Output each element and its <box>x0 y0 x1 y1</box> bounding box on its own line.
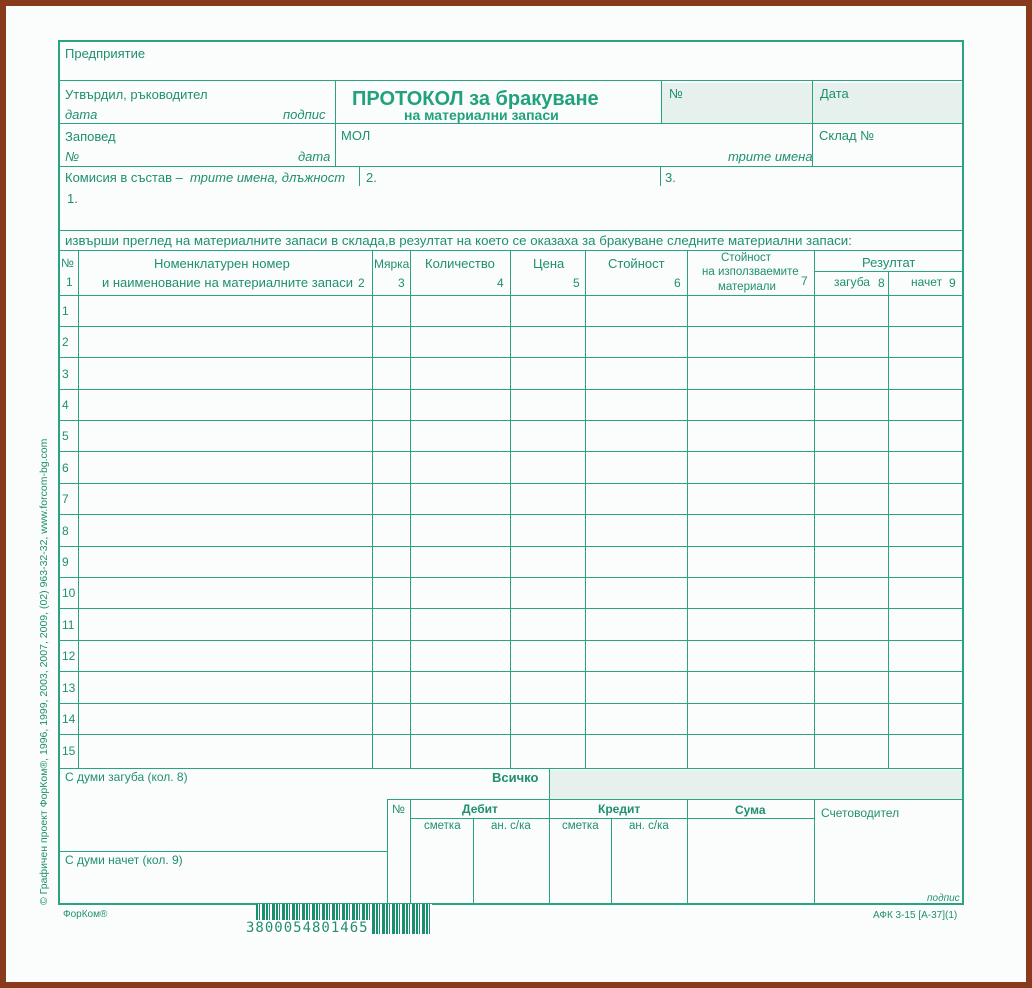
col-usable-value-header: Стойност <box>721 252 772 264</box>
col-value-number: 6 <box>674 276 681 290</box>
col-price-header: Цена <box>533 256 565 271</box>
order-number-label: № <box>65 149 80 164</box>
col-usable-value-number: 7 <box>801 274 808 288</box>
charge-in-words-label: С думи начет (кол. 9) <box>65 853 183 867</box>
credit-analytic-label: ан. с/ка <box>629 820 669 832</box>
accounting-no-label: № <box>392 802 405 816</box>
row-number: 8 <box>62 524 69 538</box>
document-subtitle: на материални запаси <box>404 107 559 123</box>
col-value-header: Стойност <box>608 256 665 271</box>
row-number: 7 <box>62 492 69 506</box>
col-result-header: Резултат <box>862 255 916 270</box>
row-number: 14 <box>62 712 76 726</box>
col-name-number: 2 <box>358 276 365 290</box>
col-unit-number: 3 <box>398 276 405 290</box>
row-number: 4 <box>62 398 69 412</box>
debit-label: Дебит <box>462 802 498 816</box>
order-label: Заповед <box>65 129 116 144</box>
col-usable-value-header-2: на използваемите <box>702 266 799 278</box>
row-number: 10 <box>62 586 76 600</box>
col-name-header: Номенклатурен номер <box>154 256 290 271</box>
row-number: 6 <box>62 461 69 475</box>
row-number: 12 <box>62 649 76 663</box>
warehouse-label: Склад № <box>819 128 875 143</box>
col-no-number: 1 <box>66 275 73 289</box>
accountant-signature-label: подпис <box>927 893 960 904</box>
col-usable-value-header-3: материали <box>718 281 776 293</box>
col-price-number: 5 <box>573 276 580 290</box>
approved-date-label: дата <box>65 107 98 122</box>
commission-member-1: 1. <box>67 191 78 206</box>
col-loss-number: 8 <box>878 276 885 290</box>
commission-hint: трите имена, длъжност <box>190 170 346 185</box>
barcode-number: 3800054801465 <box>246 920 369 936</box>
protocol-number-label: № <box>669 86 683 101</box>
document-title: ПРОТОКОЛ за бракуване <box>352 88 599 110</box>
row-number: 3 <box>62 367 69 381</box>
col-name-header-2: и наименование на материалните запаси <box>102 275 353 290</box>
col-loss-header: загуба <box>834 275 870 289</box>
row-number: 9 <box>62 555 69 569</box>
row-number: 13 <box>62 681 76 695</box>
copyright-side-text: © Графичен проект ФорКом®, 1996, 1999, 2003, 2007, 2009, (02) 963-32-32, www.forcom-bg.com <box>38 438 50 905</box>
row-number: 1 <box>62 304 69 318</box>
credit-account-label: сметка <box>562 820 599 832</box>
row-number: 15 <box>62 744 76 758</box>
date-header-label: Дата <box>820 86 849 101</box>
order-date-label: дата <box>298 149 331 164</box>
col-charge-header: начет <box>911 275 943 289</box>
row-number: 11 <box>62 618 75 632</box>
approved-label: Утвърдил, ръководител <box>65 87 208 102</box>
approved-signature-label: подпис <box>283 107 326 122</box>
commission-label: Комисия в състав – <box>65 170 183 185</box>
row-number: 2 <box>62 335 69 349</box>
col-quantity-number: 4 <box>497 276 504 290</box>
col-charge-number: 9 <box>949 276 956 290</box>
enterprise-label: Предприятие <box>65 46 146 61</box>
review-sentence: извърши преглед на материалните запаси в склада,в резултат на което се оказаха за бракуване следните материални запаси: <box>65 233 852 248</box>
publisher-label: ФорКом® <box>63 909 108 920</box>
row-number: 5 <box>62 429 69 443</box>
col-no-header: № <box>61 256 74 270</box>
debit-account-label: сметка <box>424 820 461 832</box>
commission-member-3: 3. <box>665 170 676 185</box>
form-code: АФК 3-15 [А-37](1) <box>873 910 958 921</box>
accountant-label: Счетоводител <box>821 806 900 820</box>
mol-full-names-label: трите имена <box>728 149 813 164</box>
col-quantity-header: Количество <box>425 256 495 271</box>
col-unit-header: Мярка <box>374 257 410 271</box>
credit-label: Кредит <box>598 802 641 816</box>
total-label: Всичко <box>492 770 539 785</box>
debit-analytic-label: ан. с/ка <box>491 820 531 832</box>
amount-label: Сума <box>735 803 766 817</box>
commission-member-2: 2. <box>366 170 377 185</box>
mol-label: МОЛ <box>341 128 371 143</box>
loss-in-words-label: С думи загуба (кол. 8) <box>65 770 188 784</box>
